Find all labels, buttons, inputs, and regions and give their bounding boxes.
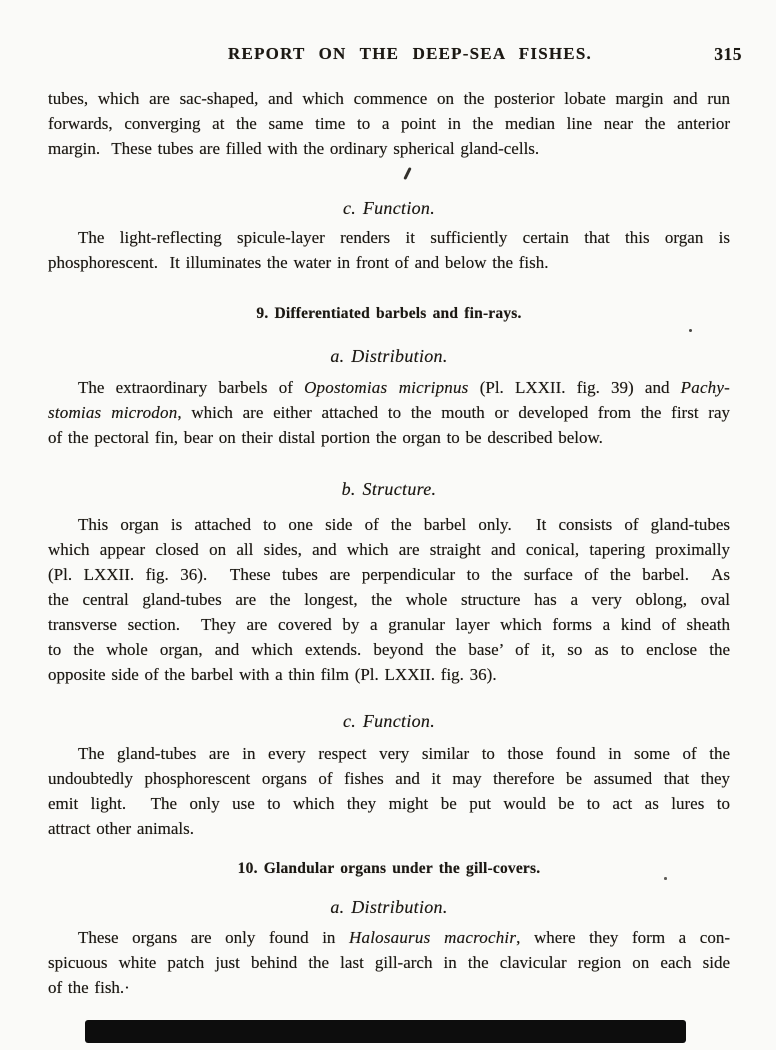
text-segment: The extraordinary barbels of — [78, 378, 305, 397]
heading-distribution-1: a. Distribution. — [330, 346, 448, 366]
text-segment: , where they form a con- — [516, 928, 730, 947]
scan-speck — [689, 329, 692, 332]
text-segment: the central gland-tubes are the longest, the whole structure has a very oblong, oval — [48, 590, 730, 609]
text-line — [48, 766, 730, 791]
running-title: REPORT ON THE DEEP-SEA FISHES. — [228, 44, 592, 63]
text-line — [48, 375, 730, 400]
italic-text-segment: Opostomias micripnus — [304, 378, 469, 397]
text-segment: emit light. The only use to which they might be put would be to act as lures to — [48, 794, 730, 813]
text-segment: spicuous white patch just behind the last gill-arch in the clavicular region on each side — [48, 953, 730, 972]
heading-section-9: 9. Differentiated barbels and fin-rays. — [256, 305, 522, 322]
text-line — [48, 537, 730, 562]
italic-text-segment: stomias microdon — [48, 403, 178, 422]
text-segment: The light-reflecting spicule-layer renders it sufficiently certain that this organ is — [78, 228, 730, 247]
text-line — [48, 225, 730, 250]
text-line — [48, 512, 730, 537]
text-segment: These organs are only found in — [78, 928, 350, 947]
text-line — [48, 136, 730, 161]
text-line — [48, 425, 730, 450]
text-line — [48, 400, 730, 425]
text-segment: This organ is attached to one side of the barbel only. It consists of gland-tubes — [78, 515, 730, 534]
page-body — [48, 0, 730, 1000]
text-segment: of the pectoral fin, bear on their distal portion the organ to be described below. — [48, 428, 603, 447]
heading-function-1: c. Function. — [342, 198, 436, 218]
heading-structure: b. Structure. — [341, 479, 437, 499]
paragraph-function-1 — [48, 225, 730, 275]
text-line — [48, 791, 730, 816]
text-segment: , which are either attached to the mouth or developed from the first ray — [177, 403, 730, 422]
text-line — [48, 816, 730, 841]
scan-artifact-bar — [85, 1020, 686, 1043]
paragraph-gland-tubes-continued — [48, 86, 730, 161]
text-line — [48, 741, 730, 766]
text-segment: margin. These tubes are filled with the ordinary spherical gland-cells. — [48, 139, 540, 158]
text-line — [48, 975, 730, 1000]
text-segment: tubes, which are sac-shaped, and which commence on the posterior lobate margin and run — [48, 89, 730, 108]
scan-speck — [664, 877, 667, 880]
text-line — [48, 950, 730, 975]
text-line — [48, 637, 730, 662]
paragraph-distribution-1 — [48, 375, 730, 450]
text-segment: of the fish.· — [48, 978, 130, 997]
text-line — [48, 662, 730, 687]
text-line — [48, 562, 730, 587]
text-line — [48, 587, 730, 612]
text-line — [48, 111, 730, 136]
paragraph-structure — [48, 512, 730, 687]
text-segment: undoubtedly phosphorescent organs of fishes and it may therefore be assumed that they — [48, 769, 730, 788]
paragraph-function-2 — [48, 741, 730, 841]
text-segment: (Pl. LXXII. fig. 36). These tubes are perpendicular to the surface of the barbel. As — [48, 565, 730, 584]
text-segment: The gland-tubes are in every respect very similar to those found in some of the — [78, 744, 730, 763]
text-segment: attract other animals. — [48, 819, 195, 838]
italic-text-segment: Pachy- — [680, 378, 730, 397]
text-segment: opposite side of the barbel with a thin film (Pl. LXXII. fig. 36). — [48, 665, 497, 684]
page-number: 315 — [714, 44, 742, 64]
text-line — [48, 86, 730, 111]
text-line — [48, 250, 730, 275]
text-line — [48, 925, 730, 950]
text-segment: phosphorescent. It illuminates the water in front of and below the fish. — [48, 253, 549, 272]
text-segment: (Pl. LXXII. fig. 39) and — [468, 378, 681, 397]
text-segment: transverse section. They are covered by a granular layer which forms a kind of sheath — [48, 615, 730, 634]
heading-distribution-2: a. Distribution. — [330, 897, 448, 917]
heading-section-10: 10. Glandular organs under the gill-covers. — [237, 860, 541, 877]
paragraph-distribution-2 — [48, 925, 730, 1000]
text-line — [48, 612, 730, 637]
text-segment: to the whole organ, and which extends. beyond the base’ of it, so as to enclose the — [48, 640, 730, 659]
text-segment: which appear closed on all sides, and which are straight and conical, tapering proximally — [48, 540, 730, 559]
text-segment: forwards, converging at the same time to a point in the median line near the anterior — [48, 114, 730, 133]
italic-text-segment: Halosaurus macrochir — [349, 928, 517, 947]
heading-function-2: c. Function. — [342, 711, 436, 731]
